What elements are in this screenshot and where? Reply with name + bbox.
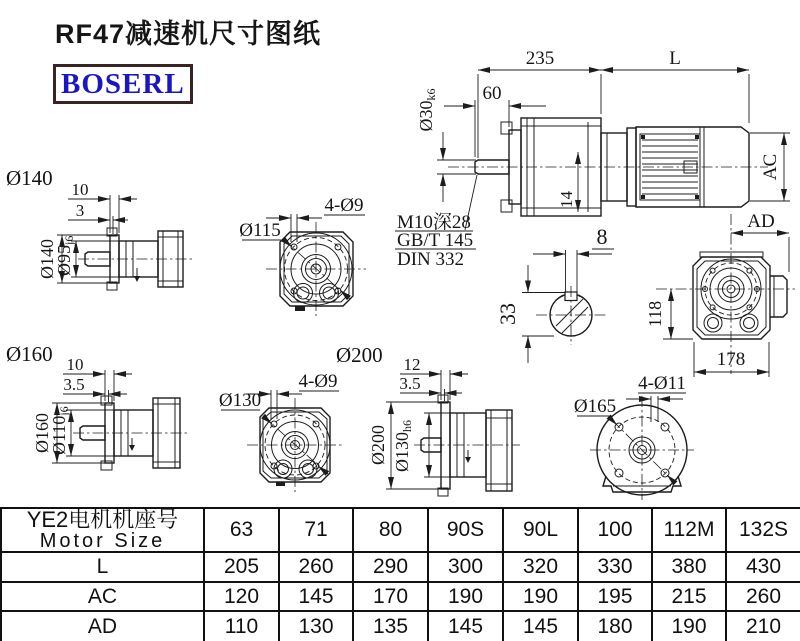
cell-AC-100: 195 [578, 582, 652, 611]
cell-AD-132S: 210 [726, 611, 800, 641]
dim-33-label: 33 [495, 303, 520, 325]
holes-4x11-label: 4-Ø11 [638, 373, 686, 394]
thread-notes [395, 175, 477, 270]
front-view-115 [239, 195, 366, 316]
cell-AC-80: 170 [353, 582, 428, 611]
dim-8-label: 8 [596, 224, 608, 249]
row-label-AD: AD [1, 611, 204, 641]
dim-key-depth [495, 265, 566, 363]
dim-dia140-label: Ø140 [37, 239, 57, 279]
table-row-AC [1, 582, 800, 611]
dim-spigot130-label: Ø130h6 [392, 420, 414, 472]
view-label-flange140: Ø140 [6, 166, 53, 190]
cell-L-71: 260 [279, 552, 353, 582]
col-71: 71 [279, 508, 353, 552]
holes-4x9-130-label: 4-Ø9 [298, 371, 338, 392]
col-100: 100 [578, 508, 652, 552]
dim-235-label: 235 [525, 48, 555, 69]
cell-AC-90L: 190 [503, 582, 578, 611]
dim-200-35 [399, 374, 462, 401]
dim-160-35 [63, 375, 127, 402]
view-label-flange200: Ø200 [336, 343, 383, 367]
flange160-side-view [32, 355, 190, 470]
table-row-AD [1, 611, 800, 641]
dim-140-spigot [54, 236, 119, 277]
dim-115-label-group [239, 220, 281, 241]
bolt-circle-115-label: Ø115 [239, 220, 281, 241]
cell-L-100: 330 [578, 552, 652, 582]
cell-AD-63: 110 [204, 611, 279, 641]
dim-165-label-group [574, 396, 616, 417]
cell-L-80: 290 [353, 552, 428, 582]
front-view-130 [219, 371, 343, 492]
dim-35-label-160: 3.5 [63, 375, 85, 394]
view-label-flange160: Ø160 [6, 342, 53, 366]
bolt-circle-165-label: Ø165 [573, 396, 617, 417]
cell-AD-71: 130 [279, 611, 353, 641]
dim-AD-label: AD [747, 211, 775, 232]
dim-dia160-label: Ø160 [32, 413, 52, 453]
flange200-side-view [368, 355, 520, 496]
dim-178 [694, 342, 769, 377]
note-din: DIN 332 [397, 249, 465, 270]
row-label-L: L [1, 552, 204, 582]
cell-AC-71: 145 [279, 582, 353, 611]
dim-spigot110-label: Ø110j6 [49, 406, 71, 455]
dim-4x9-115 [266, 195, 365, 242]
header-en: Motor Size [39, 530, 166, 552]
row-label-AC: AC [1, 582, 204, 611]
dim-spigot95-label: Ø95j6 [54, 235, 76, 276]
col-112M: 112M [652, 508, 726, 552]
dim-AC-label: AC [760, 153, 781, 181]
cell-AD-90L: 145 [503, 611, 578, 641]
cell-AD-80: 135 [353, 611, 428, 641]
dim-key-width [533, 224, 614, 292]
dim-4x11 [626, 373, 686, 422]
dim-14 [557, 152, 578, 212]
dim-shaft-dia [416, 89, 476, 203]
cell-AC-132S: 260 [726, 582, 800, 611]
cell-AC-112M: 215 [652, 582, 726, 611]
note-gbt: GB/T 145 [397, 230, 474, 251]
table-row-L [1, 552, 800, 582]
col-90L: 90L [503, 508, 578, 552]
col-132S: 132S [726, 508, 800, 552]
dim-118 [645, 289, 693, 339]
dim-dia200-label: Ø200 [368, 425, 388, 465]
dim-60-label: 60 [482, 83, 502, 104]
motor-size-table [0, 507, 800, 641]
cell-AC-63: 120 [204, 582, 279, 611]
brand-logo: BOSERL [53, 64, 193, 104]
holes-4x9-label: 4-Ø9 [324, 195, 364, 216]
dim-L [601, 48, 749, 123]
dim-12-label: 12 [403, 355, 421, 374]
cell-L-132S: 430 [726, 552, 800, 582]
cell-L-90S: 300 [428, 552, 503, 582]
col-90S: 90S [428, 508, 503, 552]
dim-118-label: 118 [645, 300, 665, 328]
round-flange-view-165 [574, 373, 694, 500]
header-cn: YE2电机机座号 [26, 507, 179, 532]
bolt-circle-130-label: Ø130 [218, 390, 262, 411]
col-80: 80 [353, 508, 428, 552]
flange140-side-view [37, 180, 193, 290]
dim-130-label-group [219, 390, 261, 411]
cell-AC-90S: 190 [428, 582, 503, 611]
rear-view [645, 214, 795, 377]
note-thread: M10深28 [397, 212, 471, 233]
dim-14-label: 14 [557, 191, 576, 208]
dim-160-spigot [49, 406, 114, 456]
dim-10-label-160: 10 [66, 355, 84, 374]
cell-L-63: 205 [204, 552, 279, 582]
table-header-row [1, 508, 800, 552]
cell-L-90L: 320 [503, 552, 578, 582]
dim-60 [444, 83, 546, 157]
page-title: RF47减速机尺寸图纸 [55, 19, 322, 49]
dim-3-label: 3 [75, 201, 85, 220]
table-header-cell [1, 508, 204, 552]
key-section-view [495, 224, 614, 363]
cell-AD-112M: 190 [652, 611, 726, 641]
dim-shaft-dia-label: Ø30k6 [416, 88, 438, 132]
cell-L-112M: 380 [652, 552, 726, 582]
cell-AD-100: 180 [578, 611, 652, 641]
dim-L-label: L [669, 48, 681, 69]
dim-178-label: 178 [716, 349, 746, 370]
cell-AD-90S: 145 [428, 611, 503, 641]
dim-35-label-200: 3.5 [399, 374, 421, 393]
dim-10-label: 10 [71, 180, 89, 199]
col-63: 63 [204, 508, 279, 552]
